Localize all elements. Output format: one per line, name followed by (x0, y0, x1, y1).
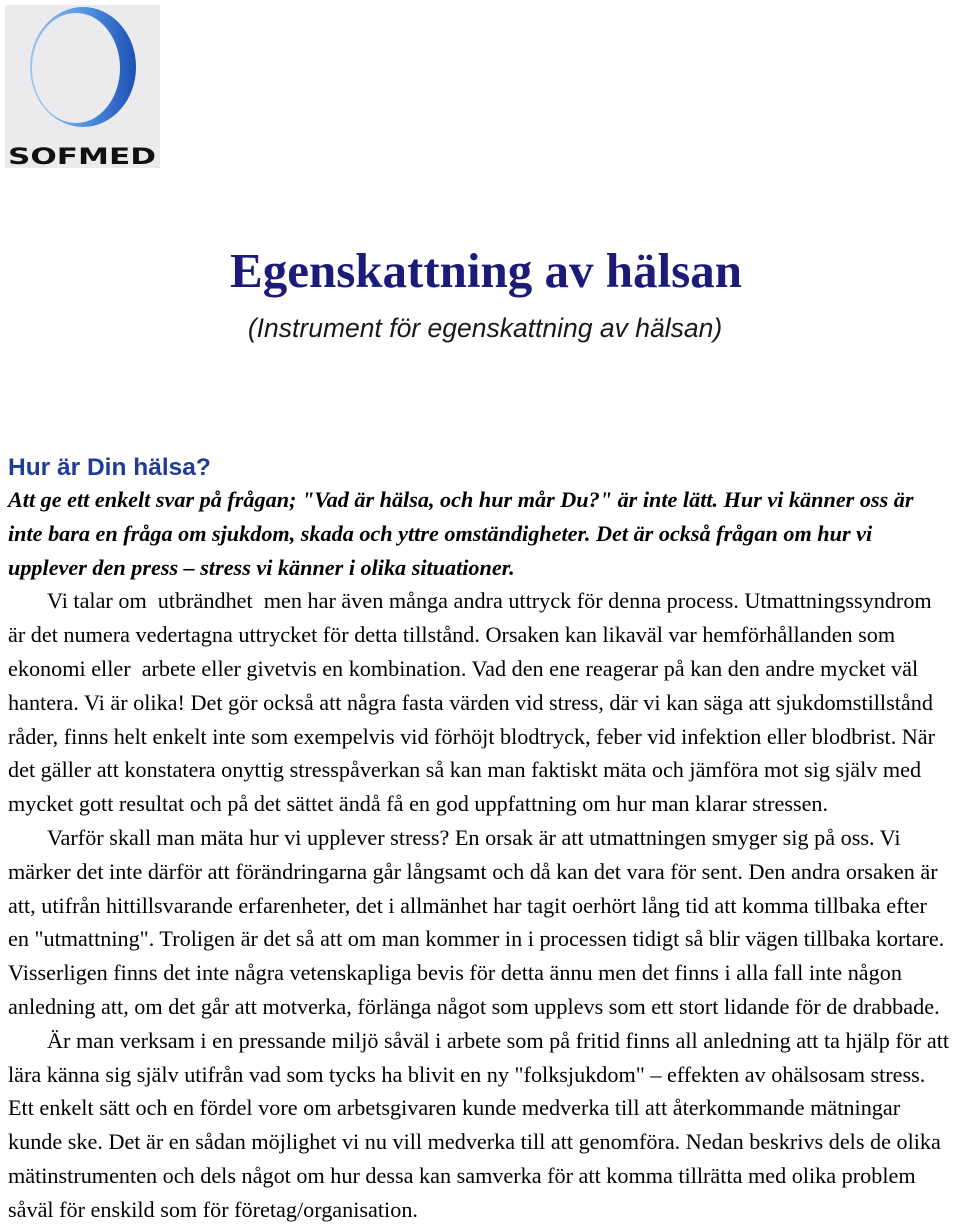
text-line: Varför skall man mäta hur vi upplever stress? En orsak är att utmattningen smyger sig på oss. Vi (47, 824, 901, 850)
text-line: märker det inte därför att förändringarna går långsamt och då kan det vara för sent. Den andra orsaken är (8, 858, 938, 884)
text-line: att, utifrån hittillsvarande erfarenheter, det i allmänhet har tagit oerhört lång tid att komma tillbaka efter (8, 892, 927, 918)
text-line: såväl för enskild som för företag/organisation. (8, 1196, 418, 1222)
sofmed-logo (5, 5, 160, 168)
text-line: upplever den press – stress vi känner i olika situationer. (8, 554, 515, 580)
body-paragraph (8, 821, 960, 1024)
text-line: anledning att, om det går att motverka, förlänga något som upplevs som ett stort lidande för de drabbade. (8, 993, 940, 1019)
text-line: Visserligen finns det inte några vetenskapliga bevis för detta ännu men det finns i alla fall inte någon (8, 960, 902, 986)
intro-paragraph (8, 483, 960, 584)
logo-wordmark: SOFMED (8, 145, 156, 168)
text-line: en "utmattning". Troligen är det så att om man kommer in i processen tidigt så blir vägen tillbaka kortare. (8, 926, 945, 952)
text-line: hantera. Vi är olika! Det gör också att några fasta värden vid stress, där vi kan säga att sjukdomstillstånd (8, 689, 933, 715)
text-line: är det numera vedertagna uttrycket för detta tillstånd. Orsaken kan likaväl var hemförhållanden som (8, 622, 896, 648)
document-title: Egenskattning av hälsan (230, 243, 742, 298)
text-line: mycket gott resultat och på det sättet ändå få en god uppfattning om hur man klarar stressen. (8, 791, 829, 817)
body-paragraph (8, 584, 960, 821)
sofmed-logo-graphic (5, 5, 160, 168)
section-body (8, 483, 960, 1227)
text-line: mätinstrumenten och dels något om hur dessa kan samverka för att komma tillrätta med olika problem (8, 1162, 916, 1188)
text-line: det gäller att konstatera onyttig stresspåverkan så kan man faktiskt mäta och jämföra mot sig själv med (8, 757, 922, 783)
text-line: Att ge ett enkelt svar på frågan; "Vad är hälsa, och hur mår Du?" är inte lätt. Hur vi känner oss är (8, 487, 914, 512)
text-line: inte bara en fråga om sjukdom, skada och yttre omständigheter. Det är också frågan om hur vi (8, 520, 873, 546)
text-line: råder, finns helt enkelt inte som exempelvis vid förhöjt blodtryck, feber vid infektion eller blodbrist. När (8, 723, 936, 749)
document-subtitle: (Instrument för egenskattning av hälsan) (247, 313, 723, 343)
text-line: lära känna sig själv utifrån vad som tycks ha blivit en ny "folksjukdom" – effekten av ohälsosam stress. (8, 1061, 926, 1087)
text-line: kunde ske. Det är en sådan möjlighet vi nu vill medverka till att genomföra. Nedan beskrivs dels de olika (8, 1129, 941, 1155)
text-line: Vi talar om utbrändhet men har även många andra uttryck för denna process. Utmattningssyndrom (47, 588, 932, 614)
section-heading: Hur är Din hälsa? (8, 454, 211, 481)
body-paragraph (8, 1024, 960, 1227)
text-line: Är man verksam i en pressande miljö såväl i arbete som på fritid finns all anledning att ta hjälp för att (47, 1027, 950, 1053)
text-line: ekonomi eller arbete eller givetvis en kombination. Vad den ene reagerar på kan den andre mycket väl (8, 655, 919, 681)
text-line: Ett enkelt sätt och en fördel vore om arbetsgivaren kunde medverka till att återkommande mätningar (8, 1095, 901, 1121)
logo-background (5, 5, 160, 168)
